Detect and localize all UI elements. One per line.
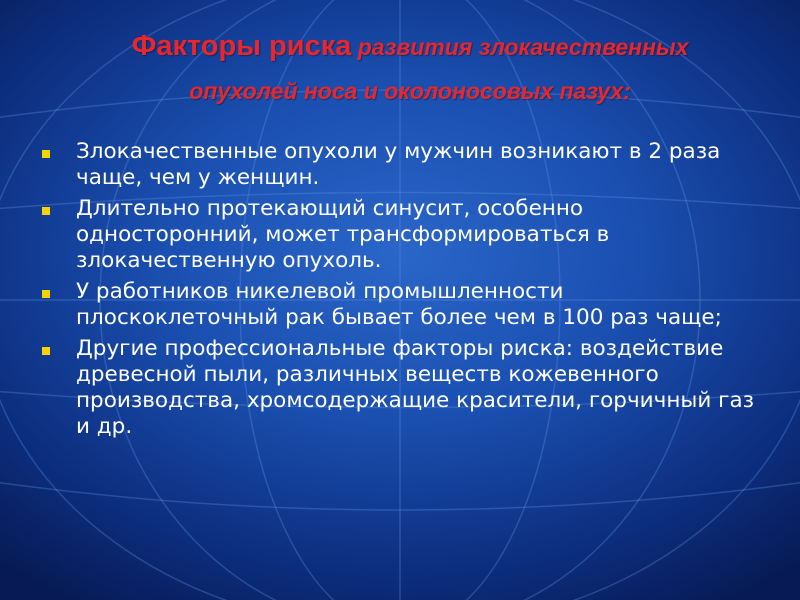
slide-title xyxy=(80,26,740,115)
bullet-list xyxy=(42,139,762,445)
bullet-item xyxy=(42,139,762,191)
bullet-text: Длительно протекающий синусит, особенно односторонний, может трансформироваться в злокачественную опухоль. xyxy=(76,196,610,273)
slide-title-subtitle: развития злокачественных опухолей носа и околоносовых пазух: xyxy=(189,34,689,104)
square-bullet-icon xyxy=(42,150,50,158)
bullet-text: Другие профессиональные факторы риска: воздействие древесной пыли, различных веществ кожевенного производства, хромсодержащие красители, горчичный газ и др. xyxy=(76,336,755,439)
square-bullet-icon xyxy=(42,207,50,215)
bullet-item xyxy=(42,279,762,331)
square-bullet-icon xyxy=(42,290,50,298)
bullet-item xyxy=(42,196,762,274)
bullet-text: Злокачественные опухоли у мужчин возникают в 2 раза чаще, чем у женщин. xyxy=(76,139,721,190)
bullet-item xyxy=(42,336,762,440)
square-bullet-icon xyxy=(42,347,50,355)
slide-title-main: Факторы риска xyxy=(131,30,352,62)
bullet-text: У работников никелевой промышленности плоскоклеточный рак бывает более чем в 100 раз чаще; xyxy=(76,279,722,330)
